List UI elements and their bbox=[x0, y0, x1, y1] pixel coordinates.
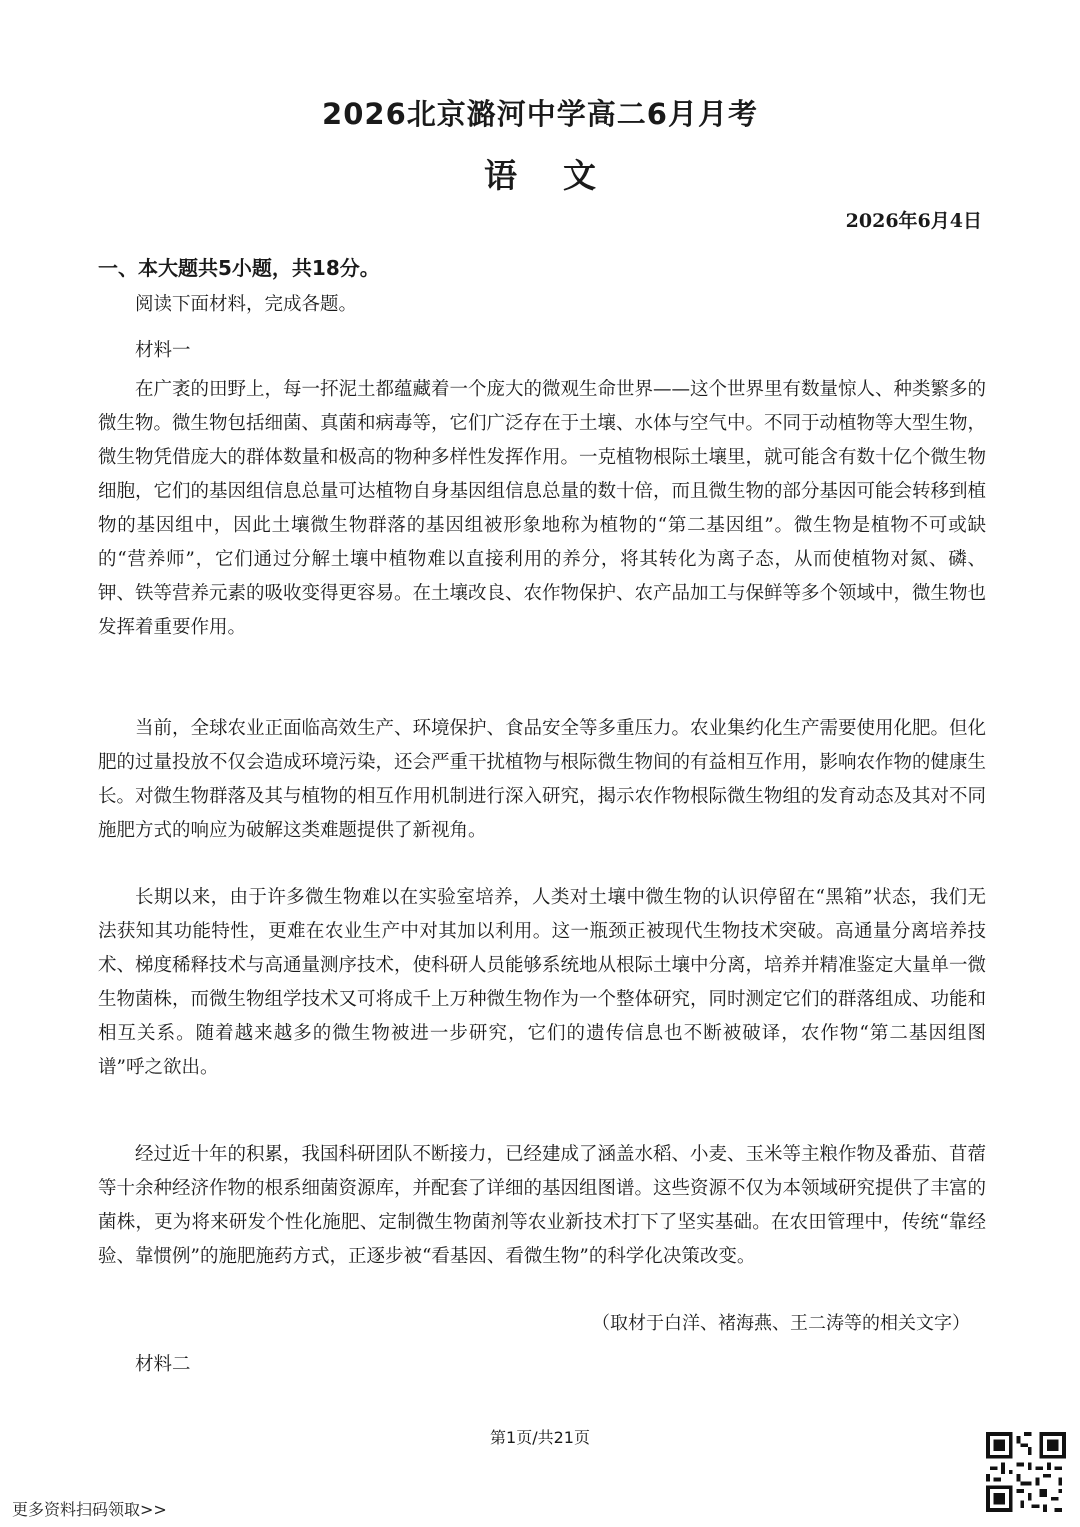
more-resources-link[interactable]: 更多资料扫码领取>> bbox=[12, 1500, 167, 1519]
page-number: 第1页/共21页 bbox=[490, 1428, 590, 1447]
material-two-label: 材料二 bbox=[135, 1354, 191, 1375]
instruction-text: 阅读下面材料，完成各题。 bbox=[135, 294, 358, 315]
paragraph-4: 经过近十年的积累，我国科研团队不断接力，已经建成了涵盖水稻、小麦、玉米等主粮作物及番茄、苜蓿等十余种经济作物的根系细菌资源库，并配套了详细的基因组图谱。这些资源不仅为本领域研究提供了丰富的菌株，更为将来研发个性化施肥、定制微生物菌剂等农业新技术打下了坚实基础。在农田管理中，传统“靠经验、靠惯例”的施肥施药方式，正逐步被“看基因、看微生物”的科学化决策改变。 bbox=[98, 1144, 987, 1267]
paragraph-1: 在广袤的田野上，每一抔泥土都蕴藏着一个庞大的微观生命世界——这个世界里有数量惊人、种类繁多的微生物。微生物包括细菌、真菌和病毒等，它们广泛存在于土壤、水体与空气中。不同于动植物等大型生物，微生物凭借庞大的群体数量和极高的物种多样性发挥作用。一克植物根际土壤里，就可能含有数十亿个微生物细胞，它们的基因组信息总量可达植物自身基因组信息总量的数十倍，而且微生物的部分基因可能会转移到植物的基因组中，因此土壤微生物群落的基因组被形象地称为植物的“第二基因组”。微生物是植物不可或缺的“营养师”，它们通过分解土壤中植物难以直接利用的养分，将其转化为离子态，从而使植物对氮、磷、钾、铁等营养元素的吸收变得更容易。在土壤改良、农作物保护、农产品加工与保鲜等多个领域中，微生物也发挥着重要作用。 bbox=[98, 379, 987, 638]
paragraph-2: 当前，全球农业正面临高效生产、环境保护、食品安全等多重压力。农业集约化生产需要使用化肥。但化肥的过量投放不仅会造成环境污染，还会严重干扰植物与根际微生物间的有益相互作用，影响农作物的健康生长。对微生物群落及其与植物的相互作用机制进行深入研究，揭示农作物根际微生物组的发育动态及其对不同施肥方式的响应为破解这类难题提供了新视角。 bbox=[98, 718, 987, 841]
exam-title: 2026北京潞河中学高二6月月考 bbox=[322, 97, 758, 131]
paragraph-3: 长期以来，由于许多微生物难以在实验室培养，人类对土壤中微生物的认识停留在“黑箱”状态，我们无法获知其功能特性，更难在农业生产中对其加以利用。这一瓶颈正被现代生物技术突破。高通量分离培养技术、梯度稀释技术与高通量测序技术，使科研人员能够系统地从根际土壤中分离，培养并精准鉴定大量单一微生物菌株，而微生物组学技术又可将成千上万种微生物作为一个整体研究，同时测定它们的群落组成、功能和相互关系。随着越来越多的微生物被进一步研究，它们的遗传信息也不断被破译，农作物“第二基因组图谱”呼之欲出。 bbox=[98, 887, 987, 1078]
material-one-label: 材料一 bbox=[135, 340, 191, 361]
exam-date: 2026年6月4日 bbox=[845, 210, 982, 232]
subject-title: 语文 bbox=[484, 156, 642, 195]
section-heading: 一、本大题共5小题，共18分。 bbox=[98, 256, 380, 280]
qr-code-icon[interactable] bbox=[986, 1432, 1066, 1512]
source-citation: （取材于白洋、褚海燕、王二涛等的相关文字） bbox=[592, 1313, 970, 1334]
